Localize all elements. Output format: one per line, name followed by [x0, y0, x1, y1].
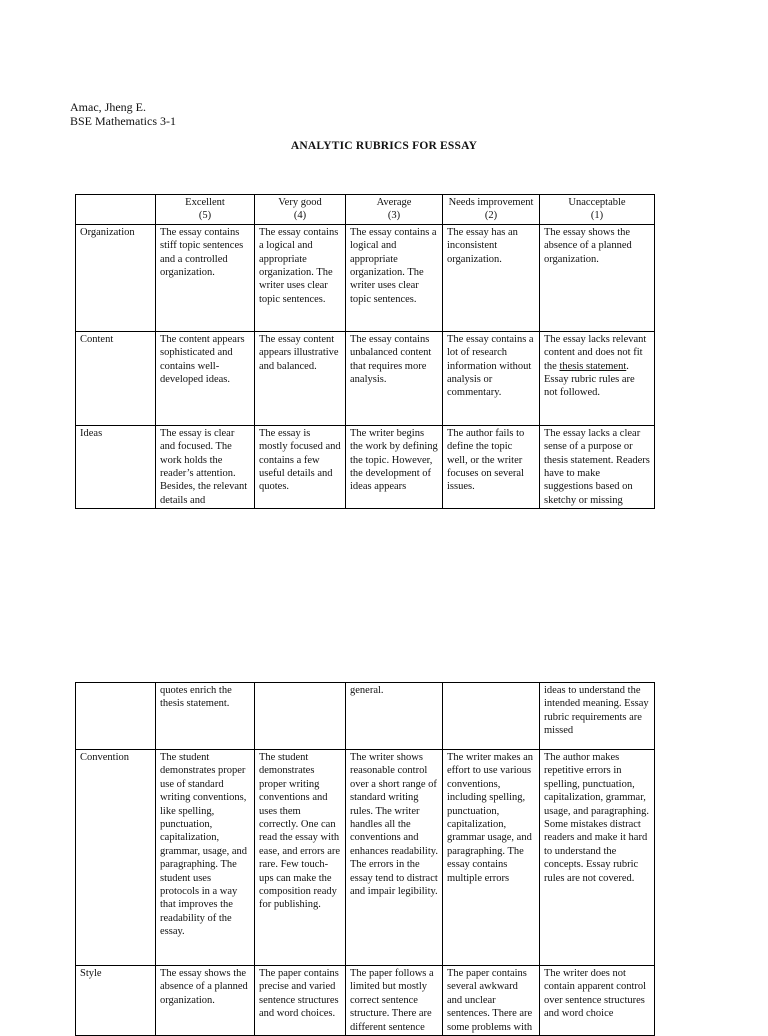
rubric-cell: The essay content appears illustrative and balanced.	[255, 331, 346, 425]
header-needs-improvement: Needs improvement (2)	[443, 195, 540, 225]
criterion-label: Convention	[76, 750, 156, 966]
criterion-label: Ideas	[76, 425, 156, 508]
rubric-cell: The essay lacks relevant content and does not fit the thesis statement. Essay rubric rules are not followed.	[540, 331, 655, 425]
rubric-cell: quotes enrich the thesis statement.	[156, 683, 255, 750]
header-very-good: Very good (4)	[255, 195, 346, 225]
rubric-cell: The writer shows reasonable control over a short range of standard writing rules. The writer handles all the conventions and enhances readability. The errors in the essay tend to distract and impair legibility.	[346, 750, 443, 966]
rubric-cell: The paper follows a limited but mostly correct sentence structure. There are different sentence	[346, 966, 443, 1036]
author-name: Amac, Jheng E.	[70, 100, 146, 114]
rubric-header-row	[76, 195, 655, 225]
rubric-cell: The content appears sophisticated and contains well-developed ideas.	[156, 331, 255, 425]
rubric-cell: The essay is clear and focused. The work holds the reader’s attention. Besides, the relevant details and	[156, 425, 255, 508]
rubric-cell	[255, 683, 346, 750]
header-excellent: Excellent (5)	[156, 195, 255, 225]
rubric-cell	[443, 683, 540, 750]
rubric-cell: The author fails to define the topic well, or the writer focuses on several issues.	[443, 425, 540, 508]
rubric-cell: The author makes repetitive errors in spelling, punctuation, capitalization, grammar, usage, and paragraphing. Some mistakes distract readers and make it hard to understand the concepts. Essay rubric rules are not covered.	[540, 750, 655, 966]
rubric-cell: The writer does not contain apparent control over sentence structures and word choice	[540, 966, 655, 1036]
author-course: BSE Mathematics 3-1	[70, 114, 176, 128]
criterion-label: Style	[76, 966, 156, 1036]
rubric-cell: The essay is mostly focused and contains a few useful details and quotes.	[255, 425, 346, 508]
rubric-cell: The essay contains a logical and appropriate organization. The writer uses clear topic sentences.	[346, 224, 443, 331]
rubric-row-ideas-continued	[76, 683, 655, 750]
criterion-label: Content	[76, 331, 156, 425]
rubric-cell: general.	[346, 683, 443, 750]
author-block	[70, 100, 176, 128]
rubric-cell: The essay shows the absence of a planned organization.	[540, 224, 655, 331]
rubric-cell: The essay contains unbalanced content that requires more analysis.	[346, 331, 443, 425]
rubric-row-ideas	[76, 425, 655, 508]
header-unacceptable: Unacceptable (1)	[540, 195, 655, 225]
rubric-cell: The writer begins the work by defining the topic. However, the development of ideas appears	[346, 425, 443, 508]
criterion-label	[76, 683, 156, 750]
rubric-row-content	[76, 331, 655, 425]
rubric-cell: The writer makes an effort to use various conventions, including spelling, punctuation, capitalization, grammar usage, and paragraphing. The essay contains multiple errors	[443, 750, 540, 966]
rubric-cell: The essay contains stiff topic sentences and a controlled organization.	[156, 224, 255, 331]
rubric-cell: The student demonstrates proper use of standard writing conventions, like spelling, punctuation, capitalization, grammar, usage, and paragraphing. The student uses protocols in a way that improves the readability of the essay.	[156, 750, 255, 966]
rubric-cell: The paper contains precise and varied sentence structures and word choices.	[255, 966, 346, 1036]
rubric-table-page-2	[75, 682, 655, 1036]
rubric-cell: ideas to understand the intended meaning. Essay rubric requirements are missed	[540, 683, 655, 750]
underlined-text: thesis statement	[559, 360, 627, 372]
rubric-cell: The essay contains a lot of research information without analysis or commentary.	[443, 331, 540, 425]
rubric-cell: The essay contains a logical and appropriate organization. The writer uses clear topic sentences.	[255, 224, 346, 331]
rubric-cell: The essay has an inconsistent organization.	[443, 224, 540, 331]
rubric-row-convention	[76, 750, 655, 966]
rubric-row-style	[76, 966, 655, 1036]
document-title: ANALYTIC RUBRICS FOR ESSAY	[290, 140, 478, 152]
header-blank-cell	[76, 195, 156, 225]
rubric-cell: The student demonstrates proper writing conventions and uses them correctly. One can read the essay with ease, and errors are rare. Few touch-ups can make the composition ready for publishing.	[255, 750, 346, 966]
rubric-cell: The essay lacks a clear sense of a purpose or thesis statement. Readers have to make suggestions based on sketchy or missing	[540, 425, 655, 508]
rubric-cell: The paper contains several awkward and unclear sentences. There are some problems with	[443, 966, 540, 1036]
rubric-table-page-1	[75, 194, 655, 509]
header-average: Average (3)	[346, 195, 443, 225]
criterion-label: Organization	[76, 224, 156, 331]
rubric-cell: The essay shows the absence of a planned organization.	[156, 966, 255, 1036]
rubric-row-organization	[76, 224, 655, 331]
